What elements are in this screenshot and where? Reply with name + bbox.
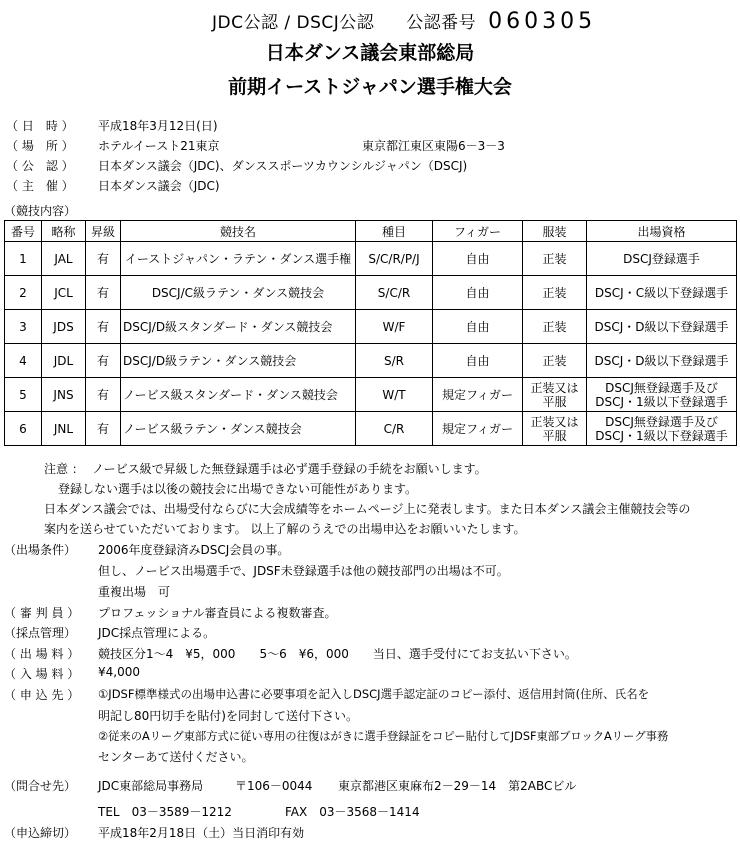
col-header-name: 競技名 — [121, 221, 356, 242]
cell-qualification — [587, 310, 737, 344]
col-header-no: 番号 — [5, 221, 42, 242]
info-venue-address: 東京都江東区東陽6－3－3 — [362, 139, 505, 153]
apply-line-2: 明記し80円切手を貼付)を同封して送付下さい。 — [98, 709, 358, 723]
qual-line-1: DSCJ登録選手 — [623, 251, 700, 266]
cell-name: イーストジャパン・ラテン・ダンス選手権 — [121, 242, 356, 276]
competition-section-label: （競技内容） — [4, 204, 77, 218]
competition-table — [4, 220, 737, 446]
admission-value: ¥4,000 — [98, 665, 140, 679]
info-date-value: 平成18年3月12日(日) — [98, 119, 218, 133]
fee-label: （ 出 場 料 ） — [4, 647, 80, 661]
cell-figure: 規定フィガー — [433, 412, 523, 446]
cell-promo: 有 — [86, 344, 121, 378]
qual-line-1: DSCJ・D級以下登録選手 — [594, 319, 729, 334]
cell-abbr: JDS — [42, 310, 86, 344]
col-header-figure: フィガー — [433, 221, 523, 242]
organization-title: 日本ダンス議会東部総局 — [265, 42, 475, 64]
cell-no: 2 — [5, 276, 42, 310]
cell-name: DSCJ/D級ラテン・ダンス競技会 — [121, 344, 356, 378]
dress-line-1: 正装又は — [530, 380, 579, 395]
info-date-label: （ 日 時 ） — [6, 119, 74, 133]
dress-line-1: 正装又は — [530, 414, 579, 429]
dress-line-2: 平服 — [542, 428, 567, 443]
table-header-row — [5, 221, 737, 242]
cell-dress — [523, 378, 587, 412]
cell-promo: 有 — [86, 242, 121, 276]
cell-events: S/C/R — [356, 276, 433, 310]
cell-abbr: JNL — [42, 412, 86, 446]
conditions-label: （出場条件） — [4, 543, 77, 557]
info-approval-label: （ 公 認 ） — [6, 159, 74, 173]
dress-line-1: 正装 — [542, 319, 567, 334]
cell-no: 6 — [5, 412, 42, 446]
cell-promo: 有 — [86, 412, 121, 446]
cell-events: W/T — [356, 378, 433, 412]
admission-label: （ 入 場 料 ） — [4, 667, 80, 681]
col-header-abbr: 略称 — [42, 221, 86, 242]
cell-events: W/F — [356, 310, 433, 344]
table-row — [5, 310, 737, 344]
conditions-line-1: 2006年度登録済みDSCJ会員の事。 — [98, 543, 290, 557]
cell-qualification — [587, 412, 737, 446]
cell-name: ノービス級スタンダード・ダンス競技会 — [121, 378, 356, 412]
cell-qualification — [587, 378, 737, 412]
cell-promo: 有 — [86, 378, 121, 412]
conditions-line-2: 但し、ノービス出場選手で、JDSF未登録選手は他の競技部門の出場は不可。 — [98, 564, 509, 578]
qual-line-1: DSCJ無登録選手及び — [605, 414, 718, 429]
cell-events: S/C/R/P/J — [356, 242, 433, 276]
cell-abbr: JAL — [42, 242, 86, 276]
approval-text: JDC公認 / DSCJ公認 — [212, 13, 375, 33]
dress-line-1: 正装 — [542, 285, 567, 300]
cell-abbr: JNS — [42, 378, 86, 412]
notes-line-2: 登録しない選手は以後の競技会に出場できない可能性があります。 — [58, 482, 418, 496]
apply-line-1: ①JDSF標準様式の出場申込書に必要事項を記入しDSCJ選手認定証のコピー添付、返信用封筒(住所、氏名を — [98, 687, 650, 701]
table-row — [5, 344, 737, 378]
col-header-events: 種目 — [356, 221, 433, 242]
cell-events: S/R — [356, 344, 433, 378]
contact-office: JDC東部総局事務局 — [98, 779, 204, 793]
cell-abbr: JDL — [42, 344, 86, 378]
table-row — [5, 378, 737, 412]
contact-label: （問合せ先） — [4, 779, 77, 793]
cell-figure: 自由 — [433, 276, 523, 310]
cell-no: 3 — [5, 310, 42, 344]
notes-line-1: ノービス級で昇級した無登録選手は必ず選手登録の手続をお願いします。 — [92, 462, 487, 476]
cell-dress — [523, 276, 587, 310]
cell-events: C/R — [356, 412, 433, 446]
cell-no: 1 — [5, 242, 42, 276]
notes-line-4: 案内を送らせていただいております。 以上了解のうえでの出場申込をお願いいたします。 — [44, 522, 526, 536]
contact-postal: 〒106－0044 — [235, 779, 313, 793]
judges-label: （ 審 判 員 ） — [4, 606, 80, 620]
cell-name: ノービス級ラテン・ダンス競技会 — [121, 412, 356, 446]
contact-address: 東京都港区東麻布2－29－14 第2ABCビル — [338, 779, 577, 793]
scoring-value: JDC採点管理による。 — [98, 626, 216, 640]
notes-line-3: 日本ダンス議会では、出場受付ならびに大会成績等をホームページ上に発表します。また日本ダンス議会主催競技会等の — [44, 502, 691, 516]
qual-line-2: DSCJ・1級以下登録選手 — [595, 428, 728, 443]
info-venue-value: ホテルイースト21東京 — [98, 139, 220, 153]
col-header-dress: 服装 — [523, 221, 587, 242]
dress-line-1: 正装 — [542, 353, 567, 368]
cell-abbr: JCL — [42, 276, 86, 310]
cell-promo: 有 — [86, 310, 121, 344]
notes-label: 注意 ： — [44, 462, 84, 476]
cell-figure: 規定フィガー — [433, 378, 523, 412]
contact-fax: FAX 03－3568－1414 — [285, 805, 420, 819]
info-host-label: （ 主 催 ） — [6, 179, 74, 193]
qual-line-1: DSCJ・D級以下登録選手 — [594, 353, 729, 368]
cell-dress — [523, 412, 587, 446]
col-header-qualification: 出場資格 — [587, 221, 737, 242]
scoring-label: （採点管理） — [4, 626, 77, 640]
info-approval-value: 日本ダンス議会（JDC)、ダンススポーツカウンシルジャパン（DSCJ) — [98, 159, 468, 173]
qual-line-1: DSCJ無登録選手及び — [605, 380, 718, 395]
apply-line-3: ②従来のAリーグ東部方式に従い専用の往復はがきに選手登録証をコピー貼付してJDSF東部ブロックAリーグ事務 — [98, 730, 669, 743]
table-row — [5, 276, 737, 310]
cell-promo: 有 — [86, 276, 121, 310]
apply-line-4: センターあて送付ください。 — [98, 750, 254, 764]
fee-value: 競技区分1～4 ¥5，000 5～6 ¥6，000 当日、選手受付にてお支払い下さい。 — [98, 647, 577, 661]
dress-line-1: 正装 — [542, 251, 567, 266]
deadline-value: 平成18年2月18日（土）当日消印有効 — [98, 826, 305, 840]
cell-dress — [523, 242, 587, 276]
cell-dress — [523, 344, 587, 378]
approval-no-label: 公認番号 — [406, 13, 477, 33]
cell-no: 4 — [5, 344, 42, 378]
cell-name: DSCJ/C級ラテン・ダンス競技会 — [121, 276, 356, 310]
approval-line — [212, 8, 596, 34]
event-title: 前期イーストジャパン選手権大会 — [228, 76, 512, 98]
contact-tel: TEL 03－3589－1212 — [98, 805, 232, 819]
cell-qualification — [587, 344, 737, 378]
cell-name: DSCJ/D級スタンダード・ダンス競技会 — [121, 310, 356, 344]
cell-qualification — [587, 242, 737, 276]
cell-figure: 自由 — [433, 242, 523, 276]
approval-number: 060305 — [488, 9, 597, 34]
cell-figure: 自由 — [433, 310, 523, 344]
info-host-value: 日本ダンス議会（JDC) — [98, 179, 220, 193]
apply-label: （ 申 込 先 ） — [4, 688, 80, 702]
cell-no: 5 — [5, 378, 42, 412]
col-header-promo: 昇級 — [86, 221, 121, 242]
table-row — [5, 412, 737, 446]
cell-figure: 自由 — [433, 344, 523, 378]
info-venue-label: （ 場 所 ） — [6, 139, 74, 153]
qual-line-1: DSCJ・C級以下登録選手 — [594, 285, 729, 300]
cell-qualification — [587, 276, 737, 310]
dress-line-2: 平服 — [542, 394, 567, 409]
deadline-label: （申込締切） — [4, 826, 77, 840]
judges-value: プロフェッショナル審査員による複数審査。 — [98, 606, 337, 620]
conditions-line-3: 重複出場 可 — [98, 585, 171, 599]
qual-line-2: DSCJ・1級以下登録選手 — [595, 394, 728, 409]
cell-dress — [523, 310, 587, 344]
table-row — [5, 242, 737, 276]
